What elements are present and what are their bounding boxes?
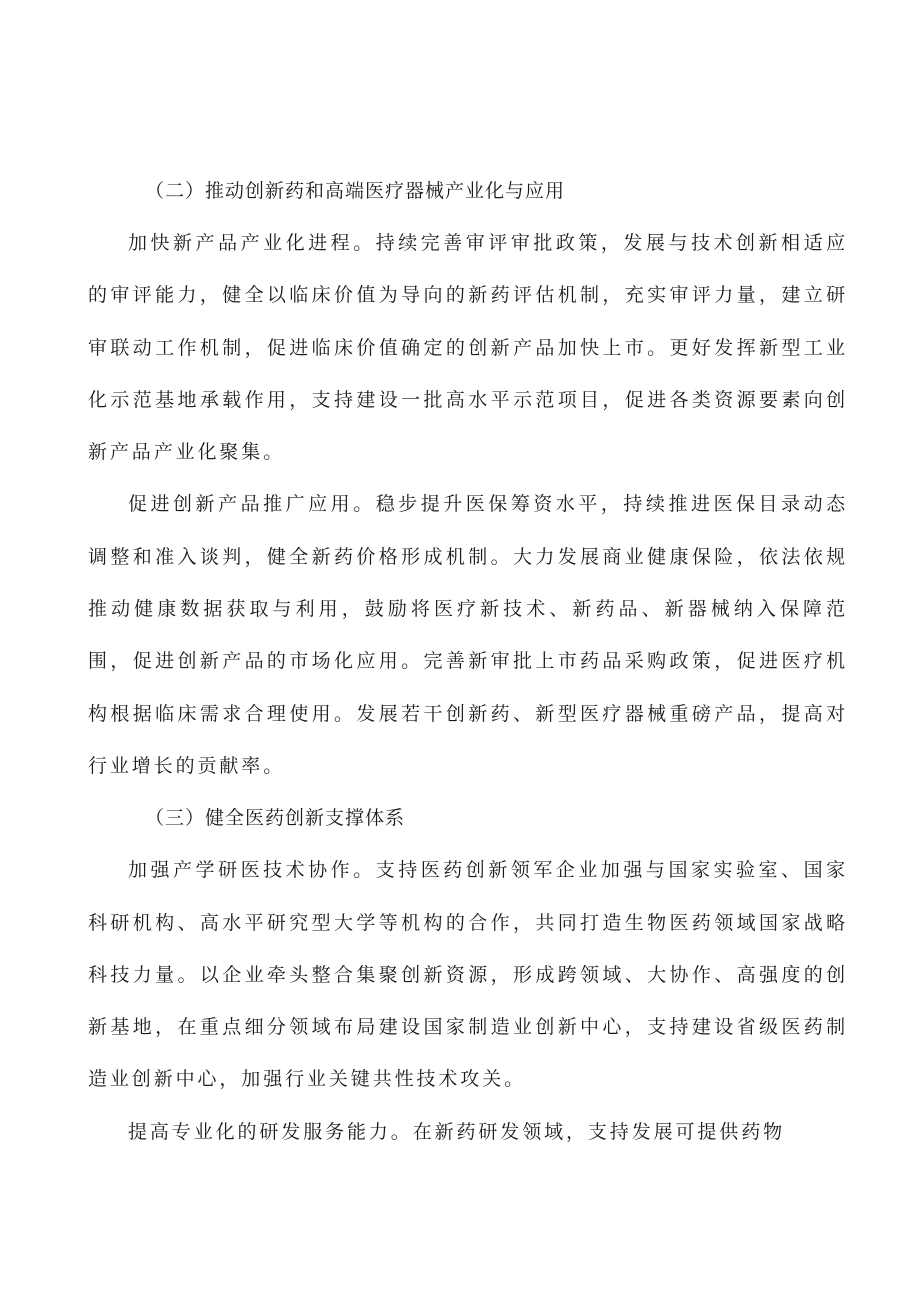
paragraph-industry-research-collaboration: 加强产学研医技术协作。支持医药创新领军企业加强与国家实验室、国家科研机构、高水平研究型大学等机构的合作，共同打造生物医药领域国家战略科技力量。以企业牵头整合集聚创新资源，形成跨领域、大协作、高强度的创新基地，在重点细分领域布局建设国家制造业创新中心，支持建设省级医药制造业创新中心，加强行业关键共性技术攻关。 (88, 859, 848, 1091)
section-heading-2: （二）推动创新药和高端医疗器械产业化与应用 (145, 180, 566, 202)
paragraph-product-promotion: 促进创新产品推广应用。稳步提升医保筹资水平，持续推进医保目录动态调整和准入谈判，健全新药价格形成机制。大力发展商业健康保险，依法依规推动健康数据获取与利用，鼓励将医疗新技术、新药品、新器械纳入保障范围，促进创新产品的市场化应用。完善新审批上市药品采购政策，促进医疗机构根据临床需求合理使用。发展若干创新药、新型医疗器械重磅产品，提高对行业增长的贡献率。 (88, 493, 848, 777)
section-heading-3: （三）健全医药创新支撑体系 (145, 807, 406, 830)
document-body (88, 165, 848, 1158)
paragraph-product-industrialization: 加快新产品产业化进程。持续完善审评审批政策，发展与技术创新相适应的审评能力，健全以临床价值为导向的新药评估机制，充实审评力量，建立研审联动工作机制，促进临床价值确定的创新产品加快上市。更好发挥新型工业化示范基地承载作用，支持建设一批高水平示范项目，促进各类资源要素向创新产品产业化聚集。 (88, 232, 848, 464)
paragraph-rd-service-capability: 提高专业化的研发服务能力。在新药研发领域，支持发展可提供药物 (128, 1120, 786, 1143)
